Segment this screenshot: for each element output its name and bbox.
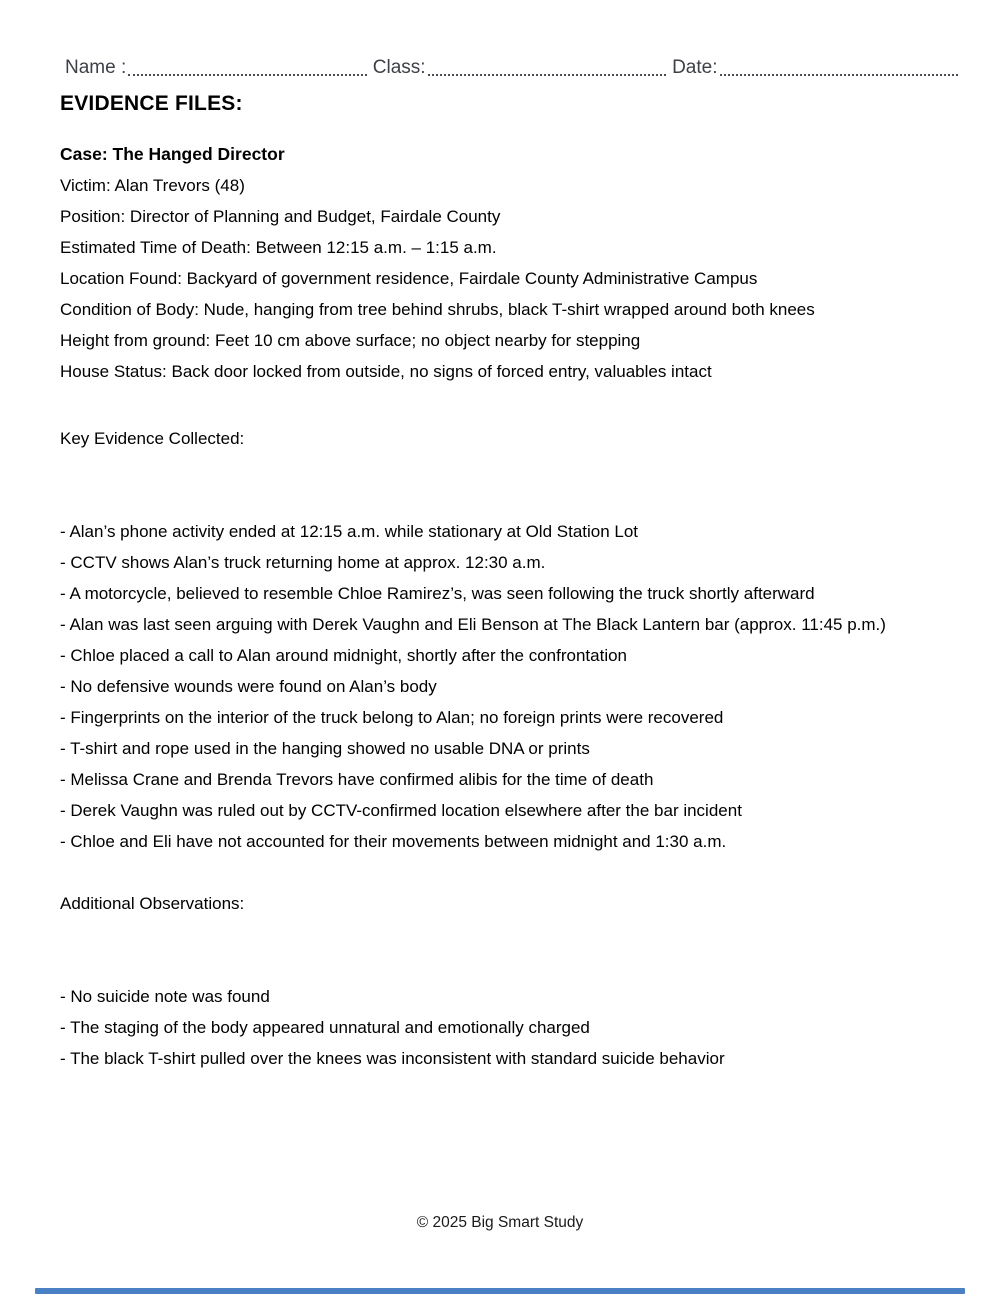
- case-detail-line: House Status: Back door locked from outside, no signs of forced entry, valuables intact: [60, 362, 712, 381]
- evidence-item: - A motorcycle, believed to resemble Chloe Ramirez’s, was seen following the truck shortly afterward: [60, 584, 815, 603]
- name-class-date-row: [65, 56, 958, 80]
- date-label: Date:: [672, 57, 718, 78]
- date-dotted-line: [720, 74, 959, 76]
- evidence-item: - Chloe and Eli have not accounted for their movements between midnight and 1:30 a.m.: [60, 832, 727, 851]
- name-label: Name :: [65, 57, 127, 78]
- case-detail-line: Location Found: Backyard of government residence, Fairdale County Administrative Campus: [60, 269, 758, 288]
- name-dotted-line: [128, 74, 367, 76]
- key-evidence-list: [60, 516, 940, 857]
- evidence-item: - Fingerprints on the interior of the truck belong to Alan; no foreign prints were recovered: [60, 708, 724, 727]
- case-detail-line: Estimated Time of Death: Between 12:15 a.m. – 1:15 a.m.: [60, 238, 497, 257]
- case-details: [60, 170, 940, 387]
- case-title: Case: The Hanged Director: [60, 144, 285, 164]
- evidence-item: - Chloe placed a call to Alan around midnight, shortly after the confrontation: [60, 646, 628, 665]
- evidence-item: - CCTV shows Alan’s truck returning home at approx. 12:30 a.m.: [60, 553, 546, 572]
- evidence-item: - Alan was last seen arguing with Derek Vaughn and Eli Benson at The Black Lantern bar (approx. 11:45 p.m.): [60, 615, 886, 634]
- observation-item: - The staging of the body appeared unnatural and emotionally charged: [60, 1018, 590, 1037]
- evidence-item: - No defensive wounds were found on Alan’s body: [60, 677, 437, 696]
- observation-item: - The black T-shirt pulled over the knees was inconsistent with standard suicide behavior: [60, 1049, 725, 1068]
- evidence-item: - Derek Vaughn was ruled out by CCTV-confirmed location elsewhere after the bar incident: [60, 801, 742, 820]
- case-detail-line: Victim: Alan Trevors (48): [60, 176, 245, 195]
- additional-observations-list: [60, 981, 940, 1074]
- page-title: EVIDENCE FILES:: [60, 92, 243, 115]
- bottom-accent-bar: [35, 1288, 965, 1294]
- additional-observations-heading: Additional Observations:: [60, 894, 245, 913]
- evidence-item: - T-shirt and rope used in the hanging showed no usable DNA or prints: [60, 739, 590, 758]
- case-detail-line: Condition of Body: Nude, hanging from tree behind shrubs, black T-shirt wrapped around both knees: [60, 300, 815, 319]
- case-detail-line: Height from ground: Feet 10 cm above surface; no object nearby for stepping: [60, 331, 641, 350]
- class-dotted-line: [428, 74, 667, 76]
- class-label: Class:: [372, 57, 426, 78]
- evidence-item: - Alan’s phone activity ended at 12:15 a.m. while stationary at Old Station Lot: [60, 522, 639, 541]
- key-evidence-heading: Key Evidence Collected:: [60, 429, 245, 448]
- evidence-item: - Melissa Crane and Brenda Trevors have confirmed alibis for the time of death: [60, 770, 654, 789]
- case-detail-line: Position: Director of Planning and Budget, Fairdale County: [60, 207, 501, 226]
- copyright-footer: © 2025 Big Smart Study: [416, 1214, 584, 1231]
- observation-item: - No suicide note was found: [60, 987, 270, 1006]
